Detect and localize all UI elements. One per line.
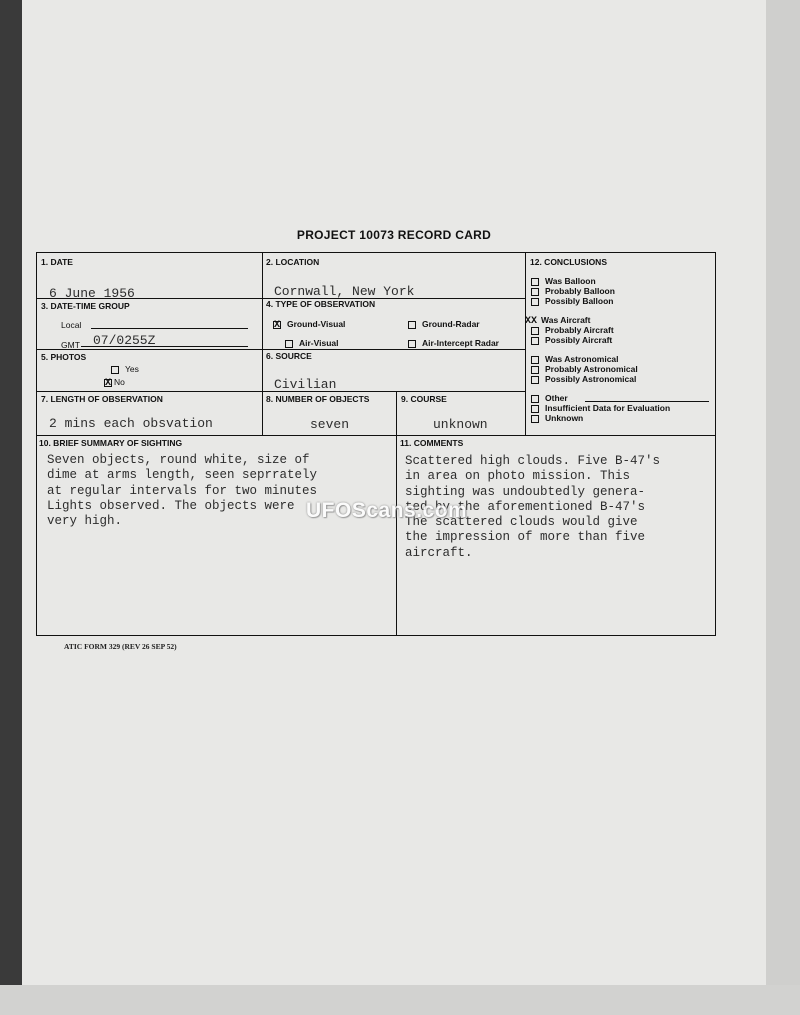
checkbox-icon bbox=[531, 395, 539, 403]
source-value: Civilian bbox=[274, 377, 337, 392]
conclusion-other: Other bbox=[531, 393, 568, 403]
checkbox-icon bbox=[531, 356, 539, 364]
record-card bbox=[36, 252, 716, 636]
checkbox-icon bbox=[531, 337, 539, 345]
conclusion-was-astronomical: Was Astronomical bbox=[531, 354, 619, 364]
conclusions-label: 12. CONCLUSIONS bbox=[530, 257, 607, 267]
conclusion-possibly-aircraft: Possibly Aircraft bbox=[531, 335, 612, 345]
conclusion-was-aircraft: XX Was Aircraft bbox=[525, 315, 591, 327]
date-label: 1. DATE bbox=[41, 257, 73, 267]
conclusion-probably-balloon: Probably Balloon bbox=[531, 286, 615, 296]
checkbox-icon bbox=[285, 340, 293, 348]
checkbox-icon bbox=[111, 366, 119, 374]
conclusion-insufficient-data: Insufficient Data for Evaluation bbox=[531, 403, 670, 413]
checkbox-icon bbox=[408, 321, 416, 329]
observation-type-label: 4. TYPE OF OBSERVATION bbox=[266, 299, 376, 309]
option-ground-radar: Ground-Radar bbox=[408, 319, 480, 329]
checkbox-icon bbox=[273, 321, 281, 329]
num-objects-label: 8. NUMBER OF OBJECTS bbox=[266, 394, 370, 404]
photos-no-option: X No bbox=[105, 377, 125, 389]
comments-label: 11. COMMENTS bbox=[400, 438, 464, 448]
checkbox-icon bbox=[531, 278, 539, 286]
conclusion-possibly-astronomical: Possibly Astronomical bbox=[531, 374, 636, 384]
gmt-value: 07/0255Z bbox=[93, 333, 156, 348]
conclusion-possibly-balloon: Possibly Balloon bbox=[531, 296, 614, 306]
checkbox-icon bbox=[531, 327, 539, 335]
photos-yes-option: Yes bbox=[111, 364, 139, 374]
check-mark-icon: XX bbox=[525, 316, 538, 327]
location-label: 2. LOCATION bbox=[266, 257, 320, 267]
checkbox-icon bbox=[531, 405, 539, 413]
checkbox-icon bbox=[104, 379, 112, 387]
length-value: 2 mins each obsvation bbox=[49, 416, 213, 431]
checkbox-icon bbox=[531, 415, 539, 423]
scan-edge-left bbox=[0, 0, 22, 1015]
date-value: 6 June 1956 bbox=[49, 286, 135, 301]
check-mark-icon: X bbox=[105, 378, 112, 389]
course-value: unknown bbox=[433, 417, 488, 432]
conclusion-probably-astronomical: Probably Astronomical bbox=[531, 364, 638, 374]
checkbox-icon bbox=[531, 288, 539, 296]
checkbox-icon bbox=[531, 298, 539, 306]
comments-text: Scattered high clouds. Five B-47's in area on photo mission. This sighting was undoubtedly genera- ted by the aforementioned B-47's The scattered clouds would give the impression of more than five aircraft. bbox=[405, 454, 661, 560]
option-ground-visual: X Ground-Visual bbox=[274, 319, 346, 331]
source-label: 6. SOURCE bbox=[266, 351, 312, 361]
location-value: Cornwall, New York bbox=[274, 284, 415, 299]
conclusion-unknown: Unknown bbox=[531, 413, 583, 423]
local-label: Local bbox=[61, 320, 82, 330]
summary-label: 10. BRIEF SUMMARY OF SIGHTING bbox=[39, 438, 183, 448]
length-label: 7. LENGTH OF OBSERVATION bbox=[41, 394, 163, 404]
form-number: ATIC FORM 329 (REV 26 SEP 52) bbox=[64, 642, 177, 651]
watermark-logo: UFOScans.com bbox=[306, 499, 468, 522]
conclusion-was-balloon: Was Balloon bbox=[531, 276, 596, 286]
num-objects-value: seven bbox=[310, 417, 350, 432]
course-label: 9. COURSE bbox=[401, 394, 447, 404]
gmt-label: GMT bbox=[61, 340, 80, 350]
checkbox-icon bbox=[531, 366, 539, 374]
card-title: PROJECT 10073 RECORD CARD bbox=[296, 228, 492, 242]
checkbox-icon bbox=[531, 376, 539, 384]
option-air-intercept-radar: Air-Intercept Radar bbox=[408, 338, 499, 348]
conclusion-probably-aircraft: Probably Aircraft bbox=[531, 325, 614, 335]
option-air-visual: Air-Visual bbox=[285, 338, 339, 348]
summary-text: Seven objects, round white, size of dime at arms length, seen seprrately at regular intervals for two minutes Lights observed. The objects were very high. bbox=[47, 453, 318, 529]
photos-label: 5. PHOTOS bbox=[41, 352, 87, 362]
checkbox-icon bbox=[408, 340, 416, 348]
check-mark-icon: X bbox=[274, 320, 281, 331]
datetime-label: 3. DATE-TIME GROUP bbox=[41, 301, 130, 311]
scan-edge-right bbox=[766, 0, 800, 1015]
scan-edge-bottom bbox=[0, 985, 800, 1015]
